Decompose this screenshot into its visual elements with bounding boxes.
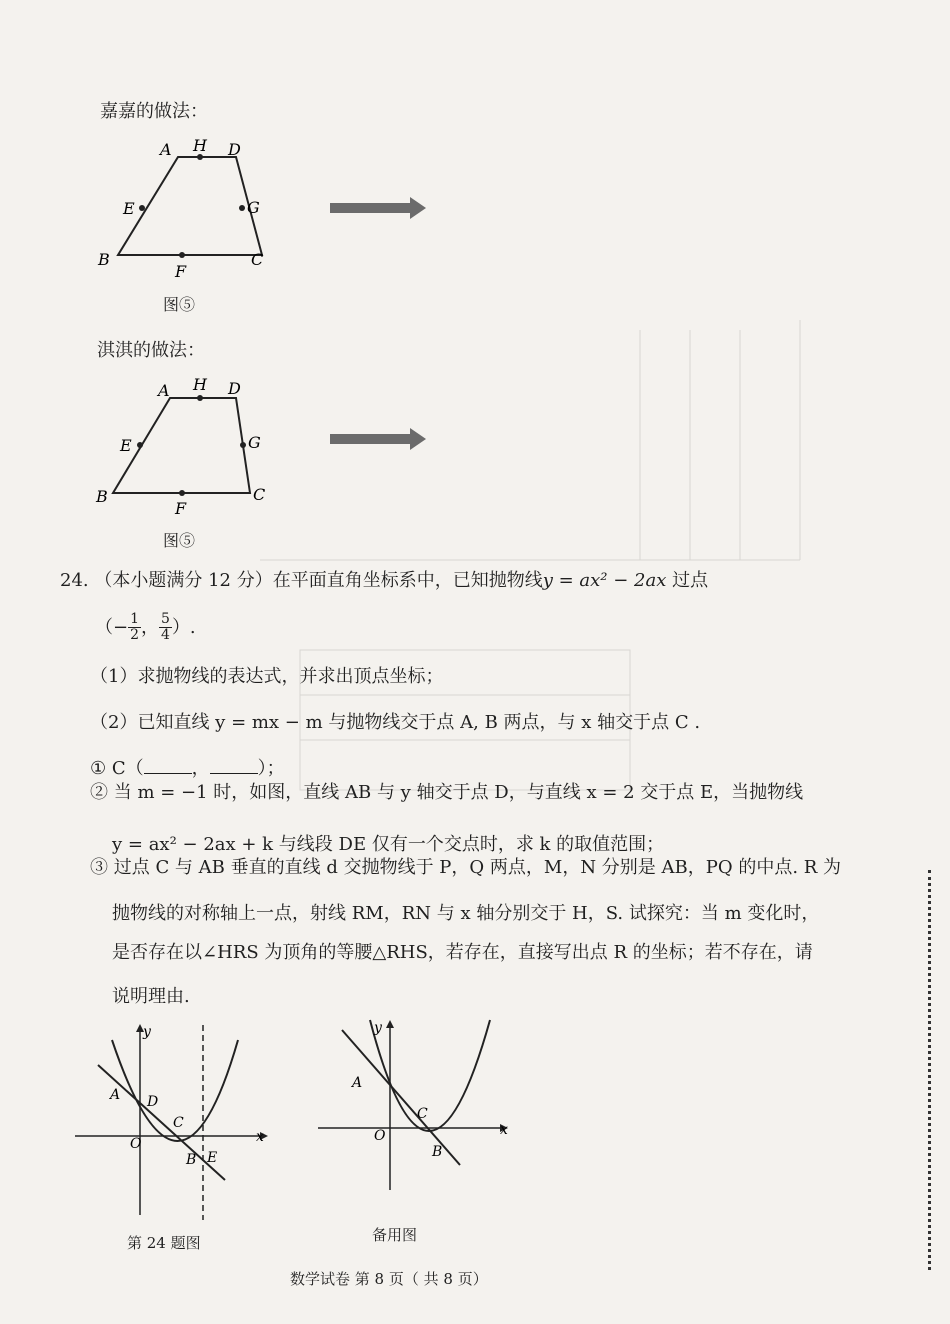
trapezoid-qiqi [113, 398, 250, 493]
part-1: （1）求抛物线的表达式，并求出顶点坐标； [90, 666, 444, 687]
label-b: B [186, 1152, 197, 1168]
label-y: y [143, 1024, 151, 1040]
line-ab [342, 1030, 460, 1165]
label-e: E [207, 1150, 218, 1166]
point-separator: ， [141, 616, 160, 638]
point-f [179, 490, 185, 496]
label-g: G [247, 198, 260, 217]
figure-5-caption-jiajia: 图⑤ [163, 295, 196, 314]
fraction-y-denominator: 4 [161, 627, 170, 644]
line-ab [98, 1065, 225, 1180]
fraction-x-denominator: 2 [130, 627, 140, 644]
question-intro: （本小题满分 12 分）在平面直角坐标系中，已知抛物线 [94, 570, 543, 591]
label-c: C [251, 250, 264, 269]
figure-5-qiqi [90, 372, 280, 522]
point-g [239, 205, 245, 211]
page-footer: 数学试卷 第 8 页（ 共 8 页） [290, 1270, 488, 1288]
label-f: F [175, 262, 187, 281]
jiajia-method-title: 嘉嘉的做法： [100, 101, 208, 122]
label-b: B [98, 250, 110, 269]
label-x: x [500, 1122, 508, 1138]
label-a: A [110, 1087, 121, 1103]
parabola-formula: y = ax² − 2ax [542, 570, 667, 591]
figure-24-main [70, 1020, 290, 1230]
sub-question-2-line-2: y = ax² − 2ax + k 与线段 DE 仅有一个交点时，求 k 的取值范围； [112, 834, 665, 855]
answer-blank-x[interactable] [144, 757, 192, 774]
sub-question-3-line-2: 抛物线的对称轴上一点，射线 RM，RN 与 x 轴分别交于 H，S. 试探究：当 m 变化时， [112, 903, 820, 924]
sub-question-3-line-3: 是否存在以∠HRS 为顶角的等腰△RHS，若存在，直接写出点 R 的坐标；若不存在，请 [112, 942, 813, 963]
label-c: C [173, 1115, 184, 1131]
parabola-curve [370, 1020, 490, 1131]
sub1-mid: ， [191, 758, 210, 779]
label-a: A [160, 140, 172, 159]
fraction-y-numerator: 5 [161, 611, 170, 627]
point-e [139, 205, 145, 211]
figure-5-jiajia [90, 135, 280, 285]
qiqi-method-title: 淇淇的做法： [97, 340, 205, 361]
label-x: x [256, 1129, 264, 1145]
point-close: ）. [171, 616, 196, 638]
label-e: E [123, 199, 135, 218]
y-axis-arrow-icon [386, 1020, 394, 1028]
question-number: 24. [60, 570, 89, 591]
point-e [137, 442, 143, 448]
fraction-y [159, 612, 172, 644]
label-c: C [253, 485, 266, 504]
point-open: （− [95, 616, 129, 638]
label-y: y [374, 1020, 382, 1036]
label-o: O [130, 1136, 142, 1152]
label-a: A [352, 1075, 363, 1091]
sub-question-3-line-4: 说明理由. [112, 986, 190, 1007]
sub-question-2-line-1: ② 当 m = −1 时，如图，直线 AB 与 y 轴交于点 D，与直线 x = 2 交于点 E，当抛物线 [90, 782, 804, 803]
figure-24-caption: 第 24 题图 [127, 1234, 201, 1252]
label-o: O [374, 1128, 386, 1144]
label-e: E [120, 436, 132, 455]
label-d: D [147, 1094, 159, 1110]
label-h: H [193, 136, 207, 155]
sub-question-3-line-1: ③ 过点 C 与 AB 垂直的直线 d 交抛物线于 P，Q 两点，M，N 分别是 AB，PQ 的中点. R 为 [90, 857, 842, 878]
point-h [197, 395, 203, 401]
question-24-header [60, 570, 708, 592]
sub1-suffix: ）； [257, 758, 285, 779]
figure-5-caption-qiqi: 图⑤ [163, 531, 196, 550]
label-b: B [96, 487, 108, 506]
label-g: G [248, 433, 261, 452]
label-d: D [228, 379, 241, 398]
fraction-x [128, 612, 141, 644]
label-b: B [432, 1144, 443, 1160]
arrow-right-icon [330, 203, 412, 213]
label-a: A [158, 381, 170, 400]
fraction-x-numerator: 1 [130, 611, 140, 627]
sub-question-1 [90, 757, 285, 780]
pass-through-text: 过点 [672, 570, 709, 591]
answer-blank-y[interactable] [210, 757, 258, 774]
label-d: D [228, 140, 241, 159]
sub1-prefix: ① C（ [90, 758, 144, 779]
label-h: H [193, 375, 207, 394]
part-2: （2）已知直线 y = mx − m 与抛物线交于点 A, B 两点，与 x 轴交于点 C . [90, 712, 701, 733]
point-g [240, 442, 246, 448]
figure-24-spare [310, 1010, 520, 1210]
binding-dotted-line [928, 870, 931, 1270]
point-f [179, 252, 185, 258]
given-point [95, 612, 196, 644]
label-c: C [417, 1106, 428, 1122]
figure-spare-caption: 备用图 [372, 1226, 418, 1244]
label-f: F [175, 499, 187, 518]
arrow-right-icon [330, 434, 412, 444]
